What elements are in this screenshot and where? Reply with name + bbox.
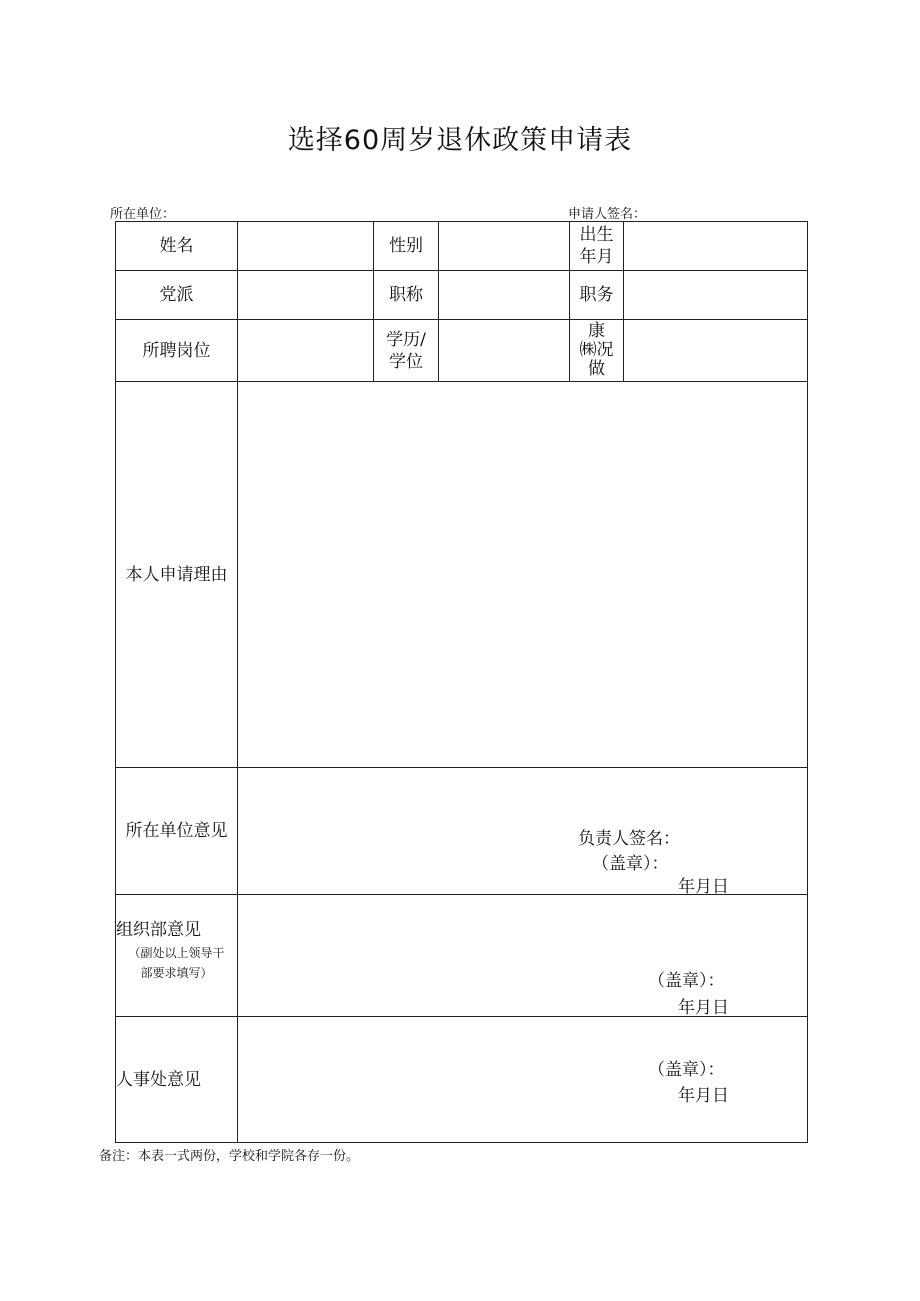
professional-title-field[interactable] [439, 271, 570, 320]
reason-label: 本人申请理由 [116, 382, 238, 768]
unit-opinion-label: 所在单位意见 [116, 768, 238, 895]
position-label: 职务 [570, 271, 624, 320]
education-label [374, 320, 439, 382]
footnote: 备注：本表一式两份，学校和学院各存一份。 [99, 1149, 360, 1164]
hr-seal-label: （盖章）： [648, 1060, 725, 1080]
birth-label-line1: 出生 [579, 225, 614, 245]
education-label-line1: 学历/ [386, 329, 426, 350]
health-label-line1: 康 [588, 321, 605, 341]
unit-signer-label: 负责人签名： [578, 829, 680, 849]
row-unit-opinion [116, 768, 808, 895]
birth-label [570, 222, 624, 271]
post-label: 所聘岗位 [116, 320, 238, 382]
row-basic-1 [116, 222, 808, 271]
unit-label: 所在单位： [110, 207, 176, 222]
gender-field[interactable] [439, 222, 570, 271]
hr-date-label: 年月日 [678, 1086, 729, 1106]
unit-date-label: 年月日 [678, 877, 729, 897]
application-form-table [115, 221, 808, 1143]
post-field[interactable] [238, 320, 374, 382]
row-hr-opinion [116, 1017, 808, 1143]
row-basic-2 [116, 271, 808, 320]
birth-label-line2: 年月 [579, 247, 614, 267]
row-org-opinion [116, 895, 808, 1017]
org-opinion-note-line2: 部要求填写） [140, 966, 213, 980]
org-opinion-field[interactable] [238, 895, 808, 1017]
health-field[interactable] [624, 320, 808, 382]
professional-title-label: 职称 [374, 271, 439, 320]
org-opinion-label-cell [116, 895, 238, 1017]
name-field[interactable] [238, 222, 374, 271]
reason-field[interactable] [238, 382, 808, 768]
education-field[interactable] [439, 320, 570, 382]
org-opinion-note-line1: （副处以上领导干 [128, 946, 225, 960]
birth-field[interactable] [624, 222, 808, 271]
education-label-line2: 学位 [389, 351, 423, 372]
unit-opinion-field[interactable] [238, 768, 808, 895]
unit-seal-label: （盖章）： [592, 854, 669, 874]
party-field[interactable] [238, 271, 374, 320]
health-label [570, 320, 624, 382]
applicant-signature-label: 申请人签名： [568, 207, 647, 222]
hr-opinion-field[interactable] [238, 1017, 808, 1143]
row-basic-3 [116, 320, 808, 382]
name-label: 姓名 [116, 222, 238, 271]
org-seal-label: （盖章）： [648, 971, 725, 991]
hr-opinion-label: 人事处意见 [116, 1017, 238, 1143]
row-reason [116, 382, 808, 768]
health-label-line2: ㈱况 [579, 340, 614, 360]
page-title: 选择60周岁退休政策申请表 [287, 125, 633, 156]
health-label-line3: 做 [588, 359, 605, 379]
party-label: 党派 [116, 271, 238, 320]
position-field[interactable] [624, 271, 808, 320]
org-date-label: 年月日 [678, 998, 729, 1018]
gender-label: 性别 [374, 222, 439, 271]
org-opinion-label: 组织部意见 [116, 920, 201, 940]
